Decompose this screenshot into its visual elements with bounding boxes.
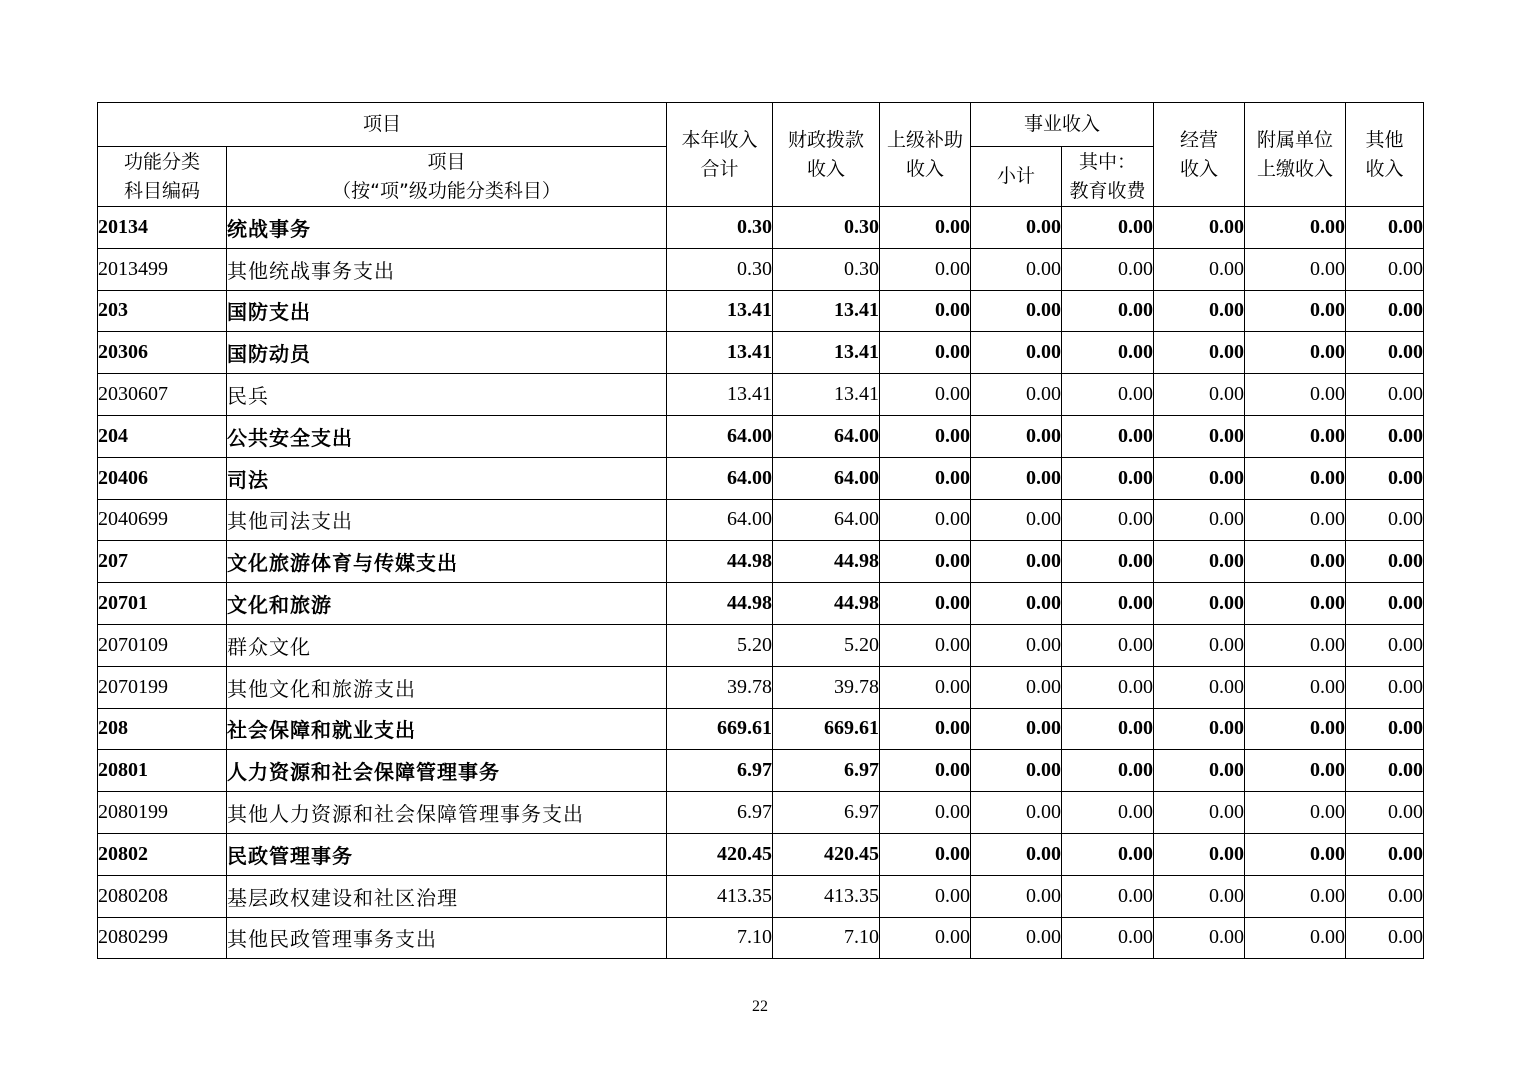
table-row <box>98 792 1424 834</box>
header-affiliated: 附属单位 上缴收入 <box>1245 103 1346 207</box>
row-value: 0.00 <box>880 875 971 917</box>
row-value: 0.00 <box>1245 624 1346 666</box>
row-value: 0.30 <box>773 248 880 290</box>
row-value: 0.00 <box>1062 499 1154 541</box>
row-value: 39.78 <box>773 666 880 708</box>
row-value: 6.97 <box>773 750 880 792</box>
row-value: 6.97 <box>667 792 773 834</box>
header-fiscal: 财政拨款 收入 <box>773 103 880 207</box>
row-value: 0.00 <box>971 290 1062 332</box>
header-superior: 上级补助 收入 <box>880 103 971 207</box>
table-row <box>98 583 1424 625</box>
row-value: 0.00 <box>880 207 971 249</box>
row-value: 0.00 <box>1245 541 1346 583</box>
row-value: 0.00 <box>1154 290 1245 332</box>
row-name: 国防动员 <box>227 332 667 374</box>
header-operating: 经营 收入 <box>1154 103 1245 207</box>
row-value: 0.00 <box>880 415 971 457</box>
row-value: 0.30 <box>667 207 773 249</box>
row-code: 20134 <box>98 207 227 249</box>
row-value: 6.97 <box>773 792 880 834</box>
row-value: 13.41 <box>667 332 773 374</box>
table-row <box>98 248 1424 290</box>
row-value: 0.30 <box>773 207 880 249</box>
row-code: 20406 <box>98 457 227 499</box>
row-name: 社会保障和就业支出 <box>227 708 667 750</box>
table-row <box>98 499 1424 541</box>
row-code: 20306 <box>98 332 227 374</box>
row-value: 0.00 <box>1245 875 1346 917</box>
header-other: 其他 收入 <box>1346 103 1424 207</box>
row-value: 0.00 <box>1154 457 1245 499</box>
row-name: 人力资源和社会保障管理事务 <box>227 750 667 792</box>
table-row <box>98 624 1424 666</box>
row-code: 2080208 <box>98 875 227 917</box>
row-value: 0.00 <box>971 666 1062 708</box>
row-value: 0.00 <box>1346 374 1424 416</box>
header-business: 事业收入 <box>971 103 1154 147</box>
row-value: 0.00 <box>1245 833 1346 875</box>
table-row <box>98 374 1424 416</box>
row-value: 0.00 <box>971 499 1062 541</box>
row-value: 0.00 <box>880 666 971 708</box>
row-code: 204 <box>98 415 227 457</box>
row-value: 0.00 <box>1346 792 1424 834</box>
row-value: 0.00 <box>1245 708 1346 750</box>
row-value: 0.00 <box>1154 792 1245 834</box>
row-value: 64.00 <box>773 457 880 499</box>
row-value: 0.00 <box>1154 499 1245 541</box>
row-value: 0.00 <box>1062 833 1154 875</box>
row-value: 0.00 <box>880 792 971 834</box>
row-value: 0.00 <box>971 708 1062 750</box>
table-row <box>98 290 1424 332</box>
table-row <box>98 875 1424 917</box>
row-value: 0.00 <box>1245 750 1346 792</box>
row-value: 0.00 <box>1154 248 1245 290</box>
row-name: 文化旅游体育与传媒支出 <box>227 541 667 583</box>
row-value: 0.00 <box>971 457 1062 499</box>
row-value: 0.00 <box>1245 666 1346 708</box>
budget-income-table <box>97 102 1424 959</box>
row-value: 0.00 <box>1346 708 1424 750</box>
row-value: 0.00 <box>1245 457 1346 499</box>
row-value: 420.45 <box>667 833 773 875</box>
row-code: 207 <box>98 541 227 583</box>
row-value: 0.00 <box>1346 248 1424 290</box>
row-value: 0.00 <box>1062 708 1154 750</box>
row-value: 0.00 <box>1346 415 1424 457</box>
row-value: 0.00 <box>1062 415 1154 457</box>
row-code: 2070109 <box>98 624 227 666</box>
row-value: 44.98 <box>667 583 773 625</box>
table-row <box>98 917 1424 959</box>
row-value: 0.00 <box>1245 415 1346 457</box>
row-value: 0.00 <box>1245 792 1346 834</box>
row-name: 其他司法支出 <box>227 499 667 541</box>
row-value: 0.00 <box>1062 624 1154 666</box>
table-row <box>98 415 1424 457</box>
row-value: 0.00 <box>1062 917 1154 959</box>
row-value: 64.00 <box>667 457 773 499</box>
table-row <box>98 833 1424 875</box>
row-value: 0.00 <box>1245 499 1346 541</box>
header-business-edu: 其中： 教育收费 <box>1062 147 1154 207</box>
row-value: 7.10 <box>667 917 773 959</box>
row-value: 0.00 <box>1346 583 1424 625</box>
row-value: 0.00 <box>971 583 1062 625</box>
row-value: 0.00 <box>880 374 971 416</box>
row-value: 0.00 <box>1062 792 1154 834</box>
row-value: 0.00 <box>1062 875 1154 917</box>
table-row <box>98 750 1424 792</box>
row-value: 0.00 <box>880 332 971 374</box>
table-row <box>98 457 1424 499</box>
row-value: 0.00 <box>1346 750 1424 792</box>
row-value: 64.00 <box>773 415 880 457</box>
row-code: 208 <box>98 708 227 750</box>
row-value: 0.00 <box>880 499 971 541</box>
row-value: 0.00 <box>1154 332 1245 374</box>
row-value: 0.00 <box>971 917 1062 959</box>
row-value: 0.00 <box>1062 207 1154 249</box>
row-value: 0.00 <box>971 374 1062 416</box>
row-name: 基层政权建设和社区治理 <box>227 875 667 917</box>
row-value: 0.00 <box>971 332 1062 374</box>
row-value: 0.00 <box>1346 457 1424 499</box>
header-business-subtotal: 小计 <box>971 147 1062 207</box>
row-value: 0.00 <box>1346 666 1424 708</box>
row-value: 0.00 <box>1062 457 1154 499</box>
row-value: 0.00 <box>971 875 1062 917</box>
row-code: 20801 <box>98 750 227 792</box>
row-name: 其他文化和旅游支出 <box>227 666 667 708</box>
row-value: 0.00 <box>1245 332 1346 374</box>
row-value: 0.00 <box>1346 624 1424 666</box>
row-name: 其他统战事务支出 <box>227 248 667 290</box>
row-value: 64.00 <box>667 499 773 541</box>
row-value: 0.00 <box>971 248 1062 290</box>
row-value: 13.41 <box>773 290 880 332</box>
row-value: 6.97 <box>667 750 773 792</box>
row-value: 0.00 <box>1346 875 1424 917</box>
row-value: 0.00 <box>880 833 971 875</box>
row-value: 5.20 <box>667 624 773 666</box>
row-value: 413.35 <box>667 875 773 917</box>
row-name: 统战事务 <box>227 207 667 249</box>
row-value: 0.00 <box>1245 207 1346 249</box>
row-value: 413.35 <box>773 875 880 917</box>
row-value: 0.00 <box>1154 207 1245 249</box>
table-row <box>98 708 1424 750</box>
row-value: 0.00 <box>880 541 971 583</box>
row-value: 0.00 <box>1346 917 1424 959</box>
row-code: 2013499 <box>98 248 227 290</box>
row-value: 64.00 <box>667 415 773 457</box>
row-value: 0.00 <box>1154 666 1245 708</box>
row-value: 0.00 <box>880 290 971 332</box>
row-value: 13.41 <box>773 374 880 416</box>
row-value: 0.00 <box>1062 332 1154 374</box>
row-value: 13.41 <box>667 374 773 416</box>
row-value: 13.41 <box>773 332 880 374</box>
row-value: 44.98 <box>773 541 880 583</box>
row-value: 0.00 <box>1062 541 1154 583</box>
row-value: 0.30 <box>667 248 773 290</box>
row-value: 0.00 <box>1154 708 1245 750</box>
page-number: 22 <box>752 998 768 1015</box>
row-value: 0.00 <box>1154 833 1245 875</box>
row-value: 0.00 <box>1245 583 1346 625</box>
table-body <box>98 207 1424 959</box>
row-value: 0.00 <box>880 750 971 792</box>
table-row <box>98 666 1424 708</box>
row-value: 0.00 <box>880 248 971 290</box>
row-value: 0.00 <box>971 750 1062 792</box>
row-value: 0.00 <box>1062 290 1154 332</box>
row-value: 0.00 <box>971 207 1062 249</box>
row-value: 0.00 <box>1154 583 1245 625</box>
row-value: 0.00 <box>1154 374 1245 416</box>
header-code: 功能分类 科目编码 <box>98 147 227 207</box>
row-value: 0.00 <box>971 792 1062 834</box>
row-code: 2080199 <box>98 792 227 834</box>
row-code: 2030607 <box>98 374 227 416</box>
row-name: 司法 <box>227 457 667 499</box>
row-value: 7.10 <box>773 917 880 959</box>
header-total: 本年收入 合计 <box>667 103 773 207</box>
row-value: 0.00 <box>1154 624 1245 666</box>
row-value: 0.00 <box>1346 833 1424 875</box>
row-value: 5.20 <box>773 624 880 666</box>
row-name: 群众文化 <box>227 624 667 666</box>
row-code: 2070199 <box>98 666 227 708</box>
row-value: 39.78 <box>667 666 773 708</box>
row-value: 13.41 <box>667 290 773 332</box>
row-code: 20802 <box>98 833 227 875</box>
row-name: 民政管理事务 <box>227 833 667 875</box>
row-name: 其他人力资源和社会保障管理事务支出 <box>227 792 667 834</box>
row-value: 0.00 <box>1245 290 1346 332</box>
row-name: 公共安全支出 <box>227 415 667 457</box>
row-value: 0.00 <box>880 583 971 625</box>
table-row <box>98 541 1424 583</box>
header-item: 项目 （按“项”级功能分类科目） <box>227 147 667 207</box>
row-value: 0.00 <box>1346 332 1424 374</box>
row-code: 2080299 <box>98 917 227 959</box>
row-value: 0.00 <box>1346 499 1424 541</box>
row-value: 0.00 <box>971 415 1062 457</box>
row-value: 0.00 <box>1245 374 1346 416</box>
row-code: 20701 <box>98 583 227 625</box>
row-value: 0.00 <box>971 624 1062 666</box>
row-value: 0.00 <box>1245 917 1346 959</box>
row-value: 0.00 <box>1154 917 1245 959</box>
row-value: 0.00 <box>880 917 971 959</box>
row-value: 669.61 <box>667 708 773 750</box>
row-value: 0.00 <box>1062 583 1154 625</box>
row-value: 44.98 <box>773 583 880 625</box>
row-value: 0.00 <box>1154 875 1245 917</box>
row-value: 0.00 <box>1346 290 1424 332</box>
row-value: 44.98 <box>667 541 773 583</box>
row-value: 0.00 <box>1346 541 1424 583</box>
row-code: 203 <box>98 290 227 332</box>
row-name: 其他民政管理事务支出 <box>227 917 667 959</box>
row-value: 0.00 <box>971 833 1062 875</box>
header-project: 项目 <box>98 103 667 147</box>
row-value: 0.00 <box>1154 541 1245 583</box>
table-row <box>98 207 1424 249</box>
row-value: 0.00 <box>880 708 971 750</box>
row-name: 国防支出 <box>227 290 667 332</box>
row-name: 民兵 <box>227 374 667 416</box>
row-code: 2040699 <box>98 499 227 541</box>
row-value: 64.00 <box>773 499 880 541</box>
table-row <box>98 332 1424 374</box>
row-value: 0.00 <box>880 457 971 499</box>
row-value: 0.00 <box>1062 666 1154 708</box>
row-value: 0.00 <box>1154 750 1245 792</box>
row-name: 文化和旅游 <box>227 583 667 625</box>
row-value: 0.00 <box>1062 248 1154 290</box>
row-value: 0.00 <box>1154 415 1245 457</box>
row-value: 0.00 <box>1062 374 1154 416</box>
row-value: 0.00 <box>971 541 1062 583</box>
row-value: 0.00 <box>880 624 971 666</box>
row-value: 0.00 <box>1346 207 1424 249</box>
row-value: 669.61 <box>773 708 880 750</box>
row-value: 0.00 <box>1062 750 1154 792</box>
row-value: 0.00 <box>1245 248 1346 290</box>
row-value: 420.45 <box>773 833 880 875</box>
